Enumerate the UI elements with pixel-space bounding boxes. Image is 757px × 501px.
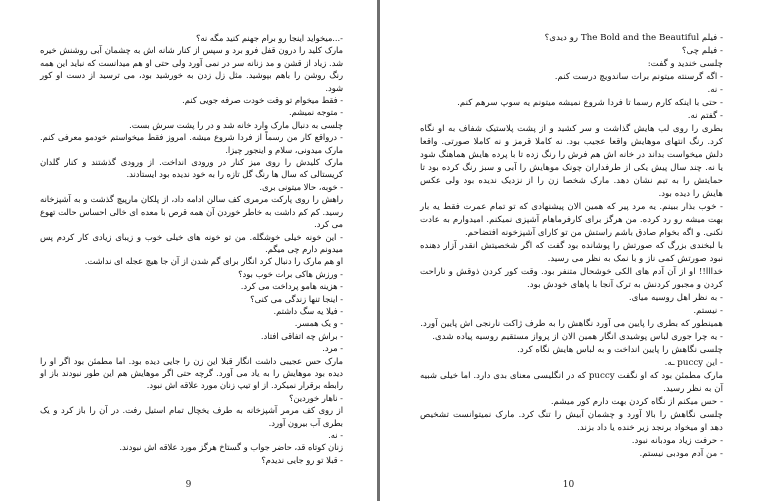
paragraph: - به نظر اهل روسیه میای. — [628, 293, 723, 303]
paragraph: - نه. — [707, 85, 723, 95]
left-page — [0, 0, 377, 501]
paragraph: چلسی خندید و گفت: — [647, 59, 723, 69]
paragraph: چلسی نگاهش را پایین انداخت و به لباس هایش نگاه کرد. — [517, 345, 723, 355]
paragraph: از روی کف مرمر آشپزخانه به طرف یخچال تمام استیل رفت. در آن را باز کرد و یک بطری آب بیرون آورد. — [40, 405, 343, 428]
paragraph: - حس میکنم از نگاه کردن بهت دارم کور میشم. — [550, 397, 723, 407]
right-page-text — [420, 32, 723, 461]
paragraph: بطری را روی لب هایش گذاشت و سر کشید و از پشت پلاستیک شفاف به او نگاه کرد. رنگ انتهای موهایش واقعا عجیب بود. نه کاملا قرمز و نه کاملا صورتی. واقعا دلش میخواست بداند در خانه اش هم فرش را رنگ زده تا با پرده هایش هماهنگ شود یا نه. چند سال پیش یکی از طرفداران چونک موهایش را آبی و سبز رنگ کرده بود تا حمایتش را به تیم نشان دهد. مارک شخصا زن را از نزدیک ندیده بود ولی عکس هایش را دیده بود. — [420, 124, 723, 199]
paragraph: - ناهار خوردین؟ — [289, 392, 343, 403]
page-number-right: 10 — [562, 480, 575, 490]
paragraph: - خوب بذار ببینم. یه مرد پیر که همین الان پیشنهادی که تو تمام عمرت فقط یه بار بهت میشه رو رد کرده. من هرگز برای کارفرماهام آشپزی نمیکنم. امیدوارم به عادت نکنی. و اگه بخوام صادق باشم راستش من تو کارای آشپزخونه افتضاحم. — [420, 202, 723, 238]
paragraph: - متوجه نمیشم. — [288, 107, 343, 118]
paragraph: مارک مطمئن بود که او نگفت puccy که در انگلیسی معنای بدی دارد. اما خیلی شبیه آن به نظر رسید. — [420, 371, 723, 394]
paragraph: - درواقع کار من رسماً از فردا شروع میشه. امروز فقط میخواستم خودمو معرفی کنم. مارک میدونی، سلام و اینجور چیزا. — [40, 132, 343, 155]
paragraph: - قبلا تو رو جایی ندیدم؟ — [261, 454, 343, 465]
paragraph: همینطور که بطری را پایین می آورد نگاهش را به طرف ژاکت نارنجی اش پایین آورد. — [420, 319, 723, 329]
paragraph: - مرد. — [322, 343, 343, 354]
paragraph: - نه. — [328, 430, 343, 440]
paragraph: - خوبه، حالا میتونی بری. — [259, 181, 343, 192]
paragraph: چلسی نگاهش را بالا آورد و چشمان آبیش را تنگ کرد. مارک نمیتوانست تشخیص دهد او میخواد برنجد زیر خنده یا داد بزند. — [420, 410, 723, 433]
paragraph: - این خونه خیلی خوشگله. من تو خونه های خیلی خوب و زیبای زیادی کار کردم پس میدونم دارم چی میگم. — [40, 231, 343, 254]
paragraph: - فقط میخوام تو وقت خودت صرفه جویی کنم. — [182, 95, 343, 106]
paragraph: - حرفت زیاد مودبانه نبود. — [631, 436, 723, 446]
paragraph: - براش چه اتفاقی افتاد. — [260, 330, 343, 341]
paragraph: - هزینه هامو پرداخت می کرد. — [240, 281, 343, 292]
paragraph: مارک کلید را درون قفل فرو برد و سپس از کنار شانه اش به چشمان آبی روشنش خیره شد. زیاد از قشن و مد زنانه سر در نمی آورد ولی حتی او هم میدانست که نباید این همه رنگ روشن را باهم بپوشید. مثل زل زدن به خورشید بود، می ترسید از دست او کور شود. — [40, 45, 343, 93]
paragraph: مارک حس عجیبی داشت انگار قبلا این زن را جایی دیده بود. اما مطمئن بود اگر او را دیده بود موهایش را به یاد می آورد. گرچه حتی اگر موهایش هم این طور نبودند باز او رابطه برقرار نمیکرد. از او تیپ زنان مورد علاقه اش نبود. — [40, 355, 343, 391]
left-page-text — [40, 32, 343, 466]
paragraph: - حتی با اینکه کارم رسما تا فردا شروع نمیشه میتونم یه سوپ سرهم کنم. — [457, 98, 723, 108]
paragraph: - و یک همسر. — [294, 318, 343, 329]
paragraph: راهش را روی پارکت مرمری کف سالن ادامه داد، از پلکان مارپیچ گذشت و به آشپزخانه رسید. کم کم داشت به خاطر خوردن آن همه قرص با معده ای خالی احساس حالت تهوع می کرد. — [40, 194, 343, 230]
right-page — [380, 0, 757, 501]
paragraph: چلسی به دنبال مارک وارد خانه شد و در را پشت سرش بست. — [129, 119, 343, 130]
paragraph: - فیلم چی؟ — [681, 46, 723, 56]
paragraph: - نیستم. — [693, 306, 723, 316]
paragraph: خدااا!! او از آن آدم های الکی خوشحال متنفر بود. وقت کور کردن ذوقش و ناراحت کردن و مجبور کردنش به ترک آنجا با پاهای خودش بود. — [420, 267, 723, 290]
paragraph: - یه چرا جوری لباس پوشیدی انگار همین الان از پرواز مستقیم روسیه پیاده شدی. — [432, 332, 723, 342]
paragraph: زنان کوتاه قد، حاضر جواب و گستاخ هرگز مورد علاقه اش نبودند. — [119, 442, 343, 453]
paragraph: - ورزش هاکی برات خوب بود؟ — [238, 268, 343, 279]
paragraph: - اگه گرسنته میتونم برات ساندویچ درست کنم. — [554, 72, 723, 82]
paragraph: -...میخواید اینجا رو برام جهنم کنید مگه نه؟ — [195, 33, 343, 43]
page-number-left: 9 — [185, 480, 192, 490]
paragraph: - اینجا تنها زندگی می کنی؟ — [250, 293, 343, 304]
paragraph: - این puccy ـه. — [664, 358, 723, 368]
paragraph: او هم مارک را دنبال کرد انگار برای گم شدن از آن جا هیچ عجله ای نداشت. — [84, 256, 343, 267]
paragraph: - گفتم نه. — [687, 111, 723, 121]
paragraph: - فیلم The Bold and the Beautiful رو دیدی؟ — [544, 33, 723, 43]
paragraph: - فیلا یه سگ داشتم. — [273, 305, 343, 316]
paragraph: مارک کلیدش را روی میز کنار در ورودی انداخت. از ورودی گذشتند و کنار گلدان کریستالی که سال ها رنگ گل تازه را به خود ندیده بود ایستادند. — [40, 157, 343, 180]
paragraph: - من آدم مودبی نیستم. — [639, 449, 723, 459]
paragraph: با لبخندی بزرگ که صورتش را پوشانده بود گفت که اگر شخصیتش انقدر آزار دهنده نبود صورتش کمی ناز و با نمک به نظر می رسید. — [420, 241, 723, 264]
